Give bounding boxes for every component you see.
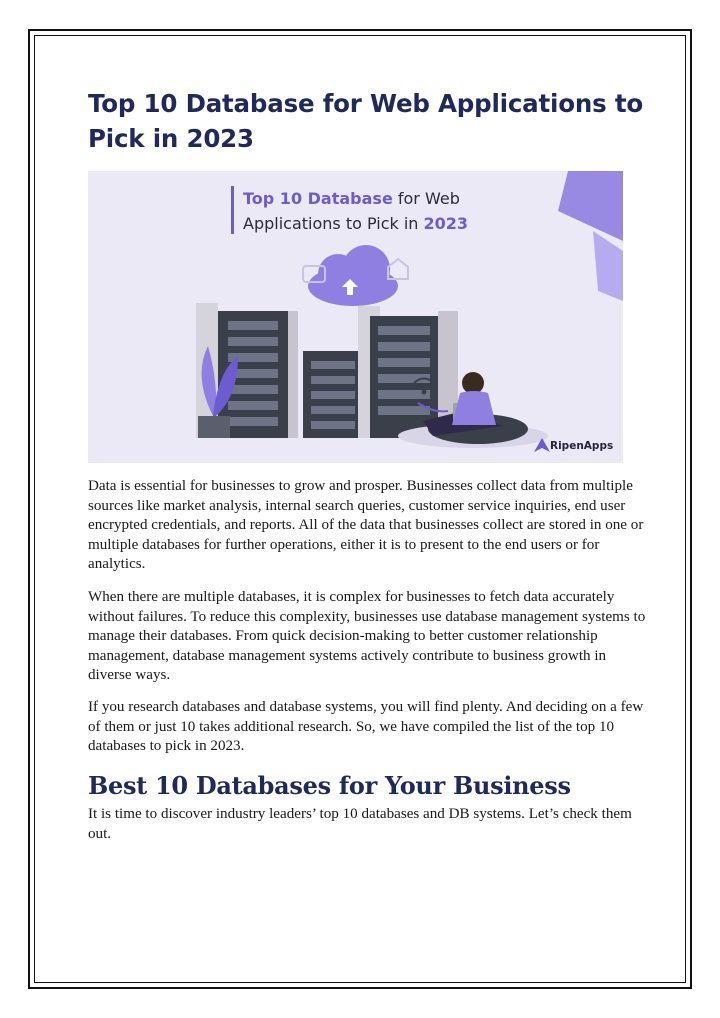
hero-heading: [243, 186, 468, 236]
section-paragraph: It is time to discover industry leaders’ top 10 databases and DB systems. Let’s check them out.: [88, 806, 632, 842]
hero-heading-accent: Top 10 Database: [243, 189, 393, 208]
paragraph-3: If you research databases and database systems, you will find plenty. And deciding on a few of them or just 10 takes additional research. So, we have compiled the list of the top 10 databases to pick in 2023.: [88, 699, 644, 754]
hero-image: [88, 171, 623, 463]
hero-heading-line-2: Applications to Pick in: [243, 214, 424, 233]
hero-brand: RipenApps: [550, 440, 614, 452]
hero-heading-year: 2023: [423, 214, 469, 233]
page-title: Top 10 Database for Web Applications to Pick in 2023: [88, 89, 643, 153]
section-heading: Best 10 Databases for Your Business: [88, 771, 571, 800]
paragraph-1: Data is essential for businesses to grow and prosper. Businesses collect data from multiple sources like market analysis, internal search queries, customer service inquiries, end user encrypted credentials, and reports. All of the data that businesses collect are stored in one or multiple databases for further operations, either it is to present to the end users or for analytics.: [88, 478, 644, 572]
paragraph-2: When there are multiple databases, it is complex for businesses to fetch data accurately without failures. To reduce this complexity, businesses use database management systems to manage their databases. From quick decision-making to better customer relationship management, database management systems actively contribute to business growth in diverse ways.: [88, 589, 646, 683]
hero-heading-rest: for Web: [392, 189, 460, 208]
